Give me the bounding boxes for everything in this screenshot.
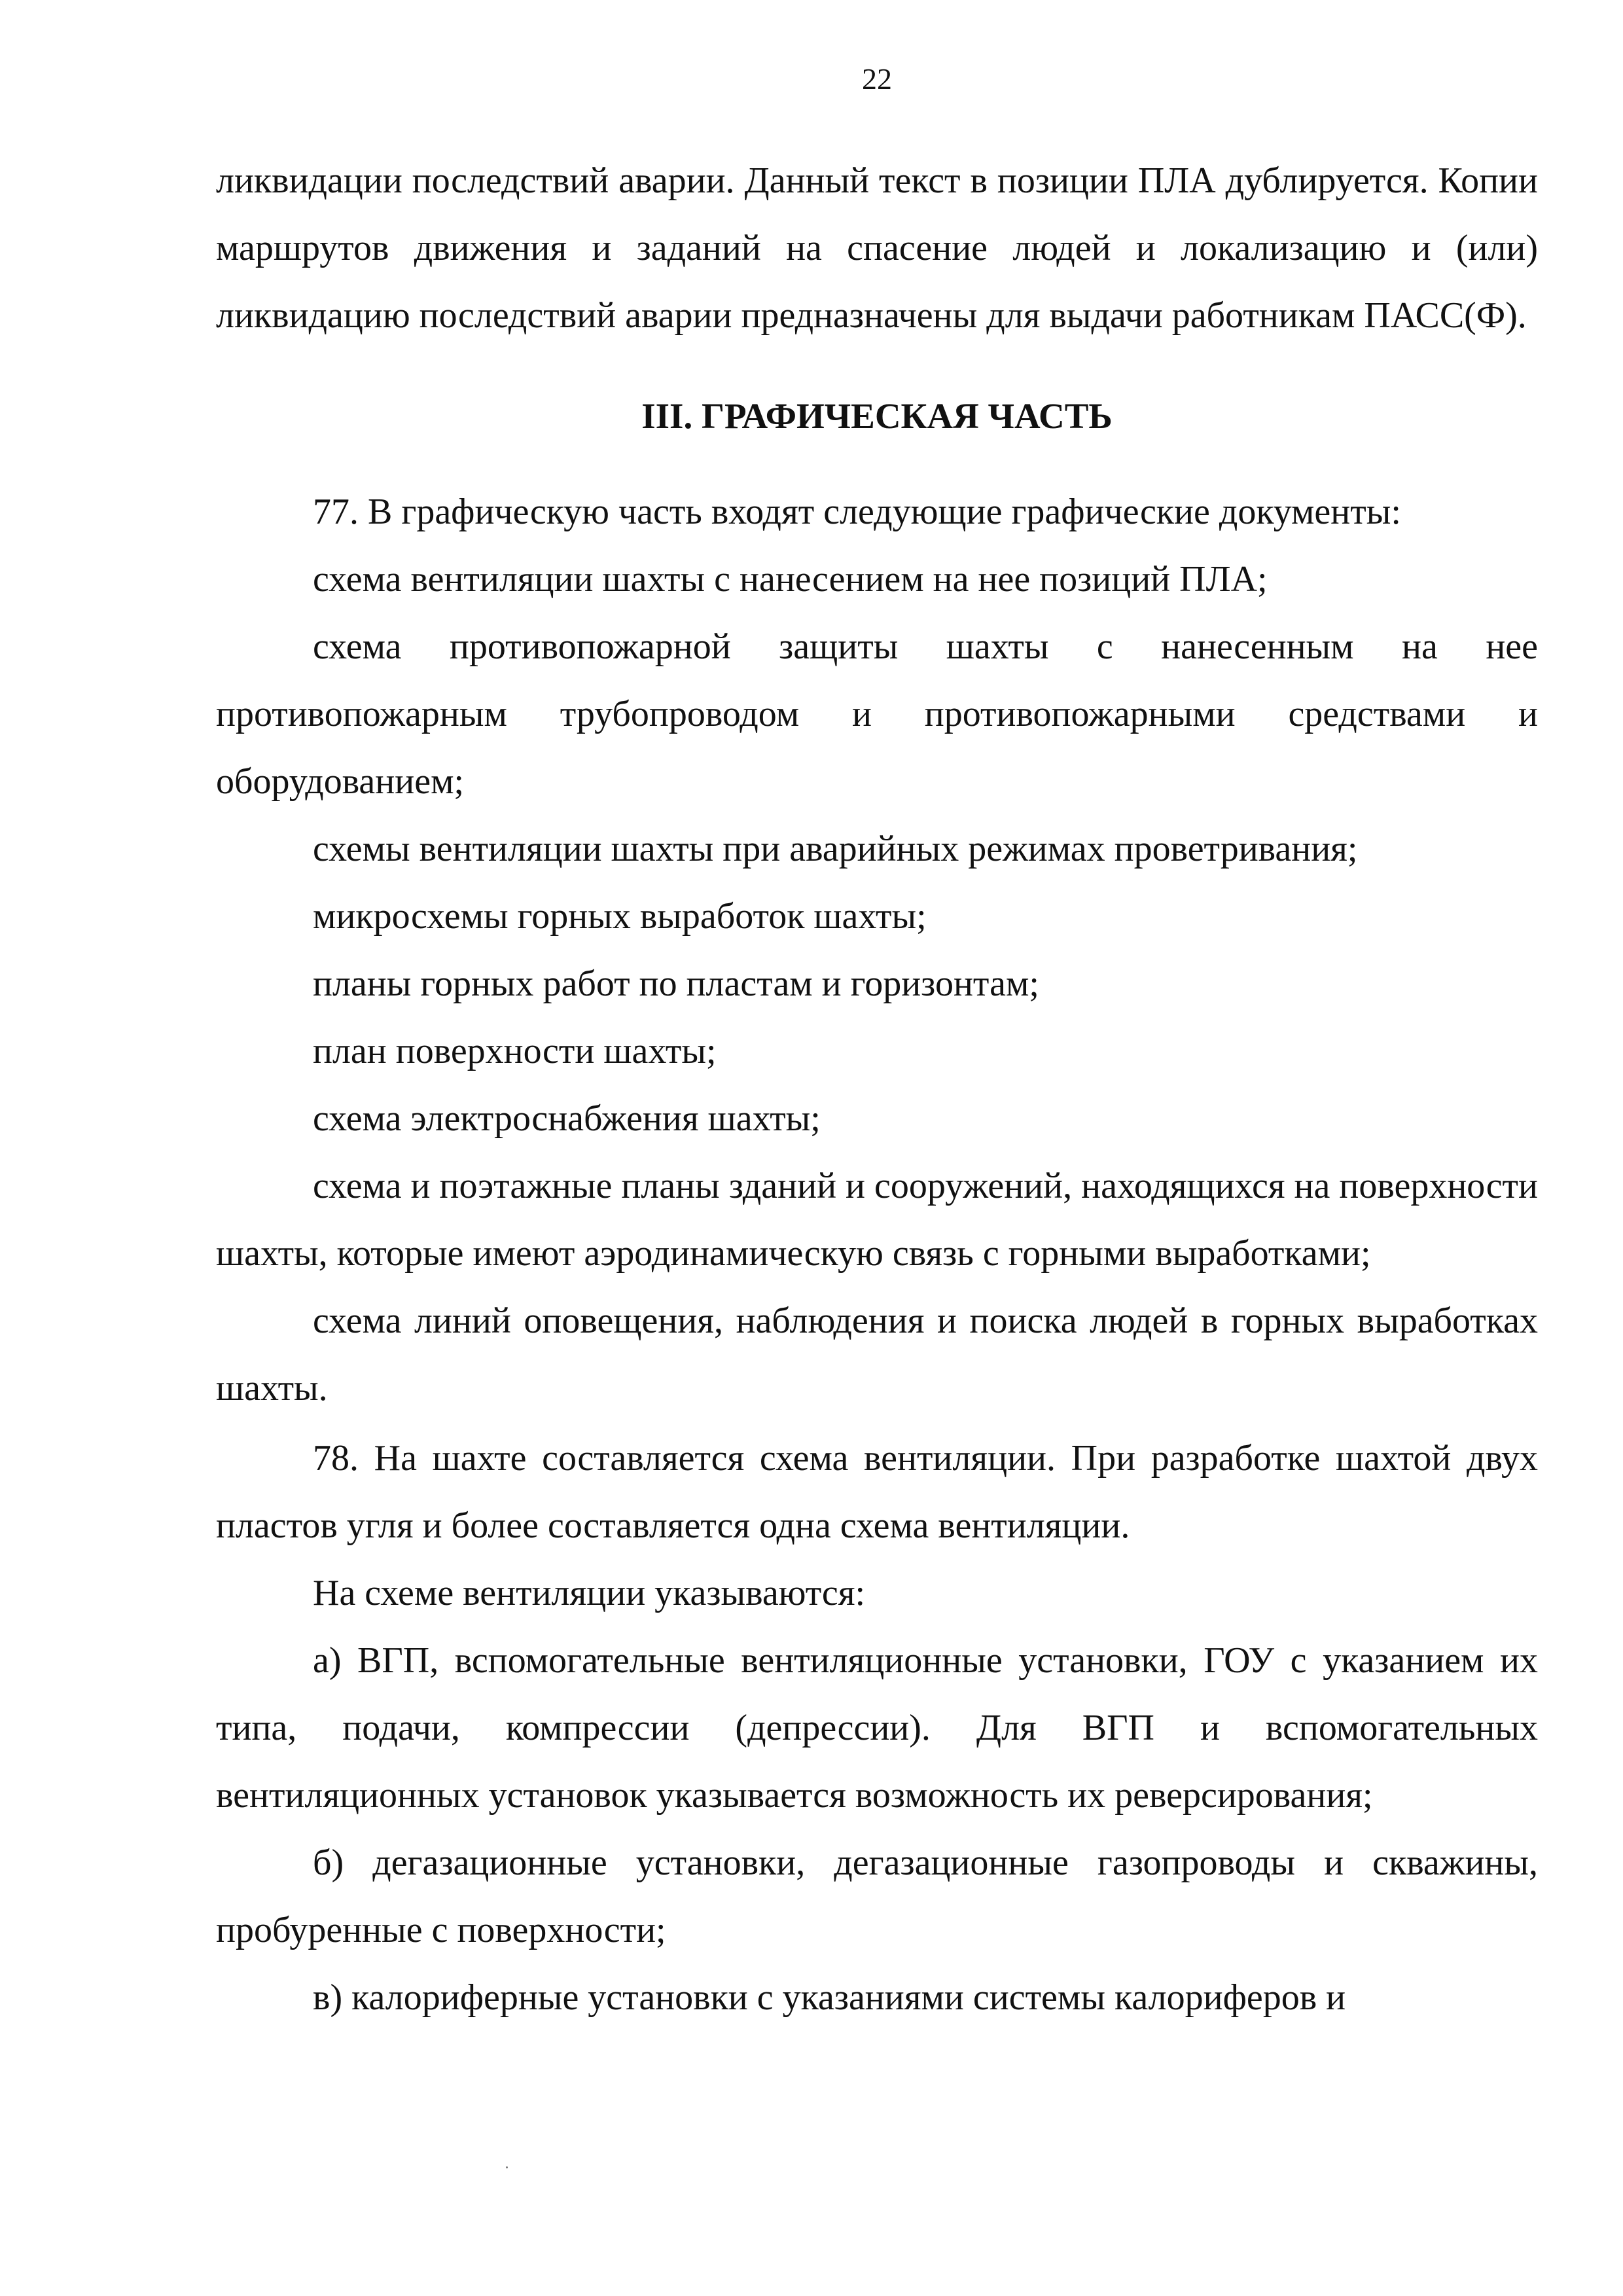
list-item-ventilation-scheme: схема вентиляции шахты с нанесением на нее позиций ПЛА; [313, 559, 1268, 600]
paragraph-78-intro: 78. На шахте составляется схема вентиляции. При разработке шахтой двух пластов угля и более составляется одна схема вентиляции. [216, 1438, 1538, 1546]
paragraph-77-intro: 77. В графическую часть входят следующие графические документы: [313, 492, 1401, 532]
list-item-78-a: а) ВГП, вспомогательные вентиляционные установки, ГОУ с указанием их типа, подачи, компрессии (депрессии). Для ВГП и вспомогательных вентиляционных установок указывается возможность их реверсирования; [216, 1640, 1538, 1816]
list-item-surface-plan: план поверхности шахты; [313, 1031, 717, 1071]
list-item-emergency-ventilation: схемы вентиляции шахты при аварийных режимах проветривания; [313, 829, 1358, 869]
list-item-notification-lines: схема линий оповещения, наблюдения и поиска людей в горных выработках шахты. [216, 1300, 1538, 1408]
list-item-microschemes: микросхемы горных выработок шахты; [313, 896, 927, 937]
list-item-78-c: в) калориферные установки с указаниями системы калориферов и [313, 1977, 1346, 2018]
document-body [216, 147, 1538, 2032]
page-number: 22 [862, 62, 892, 96]
list-item-mining-plans: планы горных работ по пластам и горизонтам; [313, 963, 1039, 1004]
list-item-fire-protection-scheme: схема противопожарной защиты шахты с нанесенным на нее противопожарным трубопроводом и противопожарными средствами и оборудованием; [216, 626, 1538, 802]
paragraph-78-lead: На схеме вентиляции указываются: [313, 1573, 866, 1613]
paragraph-continuation: ликвидации последствий аварии. Данный текст в позиции ПЛА дублируется. Копии маршрутов движения и заданий на спасение людей и локализацию и (или) ликвидацию последствий аварии предназначены для выдачи работникам ПАСС(Ф). [216, 160, 1538, 336]
list-item-building-plans: схема и поэтажные планы зданий и сооружений, находящихся на поверхности шахты, которые имеют аэродинамическую связь с горными выработками; [216, 1166, 1538, 1274]
list-item-power-supply: схема электроснабжения шахты; [313, 1098, 821, 1139]
scan-speck [506, 2166, 508, 2168]
list-item-78-b: б) дегазационные установки, дегазационные газопроводы и скважины, пробуренные с поверхности; [216, 1842, 1538, 1950]
section-heading: III. ГРАФИЧЕСКАЯ ЧАСТЬ [641, 396, 1113, 436]
